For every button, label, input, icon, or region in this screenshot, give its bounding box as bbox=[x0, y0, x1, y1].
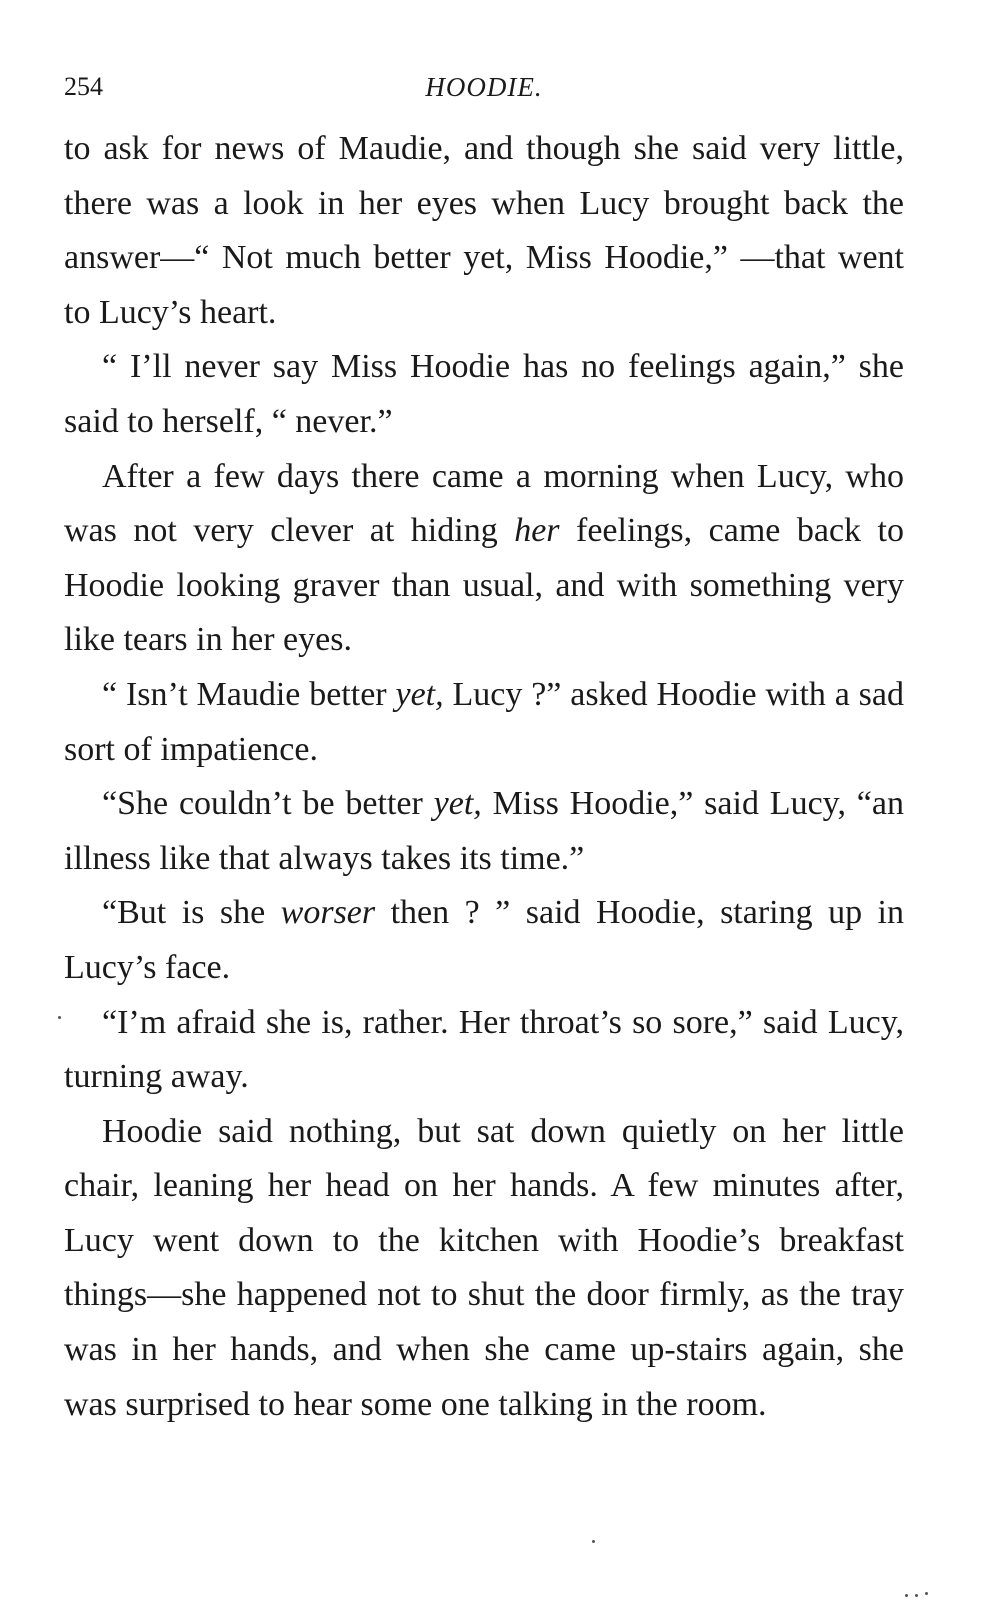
print-speck bbox=[58, 1016, 61, 1019]
text-run: Hoodie said nothing, but sat down quietly on her little chair, leaning her head on her hands. A few minutes after, Lucy went down to the kitchen with Hoodie’s breakfast things—she happened not to shut the door firmly, as the tray was in her hands, and when she came up-stairs again, she was surprised to hear some one talking in the room. bbox=[64, 1112, 904, 1423]
running-title: HOODIE. bbox=[425, 72, 543, 102]
italic-emphasis: yet, bbox=[433, 785, 482, 823]
paragraph-3 bbox=[64, 450, 904, 668]
paragraph-5 bbox=[64, 777, 904, 886]
paragraph-1 bbox=[64, 122, 904, 340]
text-run: then ? ” said Hoodie, staring up in Lucy’s face. bbox=[64, 894, 905, 986]
text-run: “ Isn’t Maudie better bbox=[102, 675, 396, 713]
paragraph-2 bbox=[64, 340, 904, 449]
text-run: “But is she bbox=[102, 894, 281, 932]
paragraph-6 bbox=[64, 886, 904, 995]
page-header bbox=[64, 72, 904, 112]
text-run: Miss Hoodie,” said Lucy, “an illness like that always takes its time.” bbox=[64, 785, 904, 877]
text-run: feelings, came back to Hoodie looking graver than usual, and with something very like tears in her eyes. bbox=[64, 512, 904, 659]
italic-emphasis: her bbox=[514, 512, 560, 550]
text-run: “She couldn’t be better bbox=[102, 785, 434, 823]
print-speck bbox=[915, 1594, 918, 1597]
italic-emphasis: yet, bbox=[395, 675, 444, 713]
text-run: After a few days there came a morning when Lucy, who was not very clever at hiding bbox=[64, 457, 904, 550]
page-number: 254 bbox=[64, 72, 103, 101]
print-speck bbox=[592, 1540, 595, 1543]
italic-emphasis: worser bbox=[280, 894, 376, 932]
text-run: Lucy ?” asked Hoodie with a sad sort of impatience. bbox=[64, 675, 905, 768]
paragraph-7 bbox=[64, 996, 904, 1105]
print-speck bbox=[905, 1594, 908, 1597]
paragraph-4 bbox=[64, 668, 904, 777]
text-run: “I’m afraid she is, rather. Her throat’s so sore,” said Lucy, turning away. bbox=[64, 1003, 904, 1096]
text-run: “ I’ll never say Miss Hoodie has no feelings again,” she said to herself, “ never.” bbox=[64, 348, 904, 440]
paragraph-8 bbox=[64, 1105, 904, 1433]
body-text bbox=[64, 122, 904, 1432]
text-run: to ask for news of Maudie, and though she said very little, there was a look in her eyes when Lucy brought back the answer—“ Not much better yet, Miss Hoodie,” —that went to Lucy’s heart. bbox=[64, 130, 904, 331]
print-speck bbox=[925, 1592, 928, 1595]
